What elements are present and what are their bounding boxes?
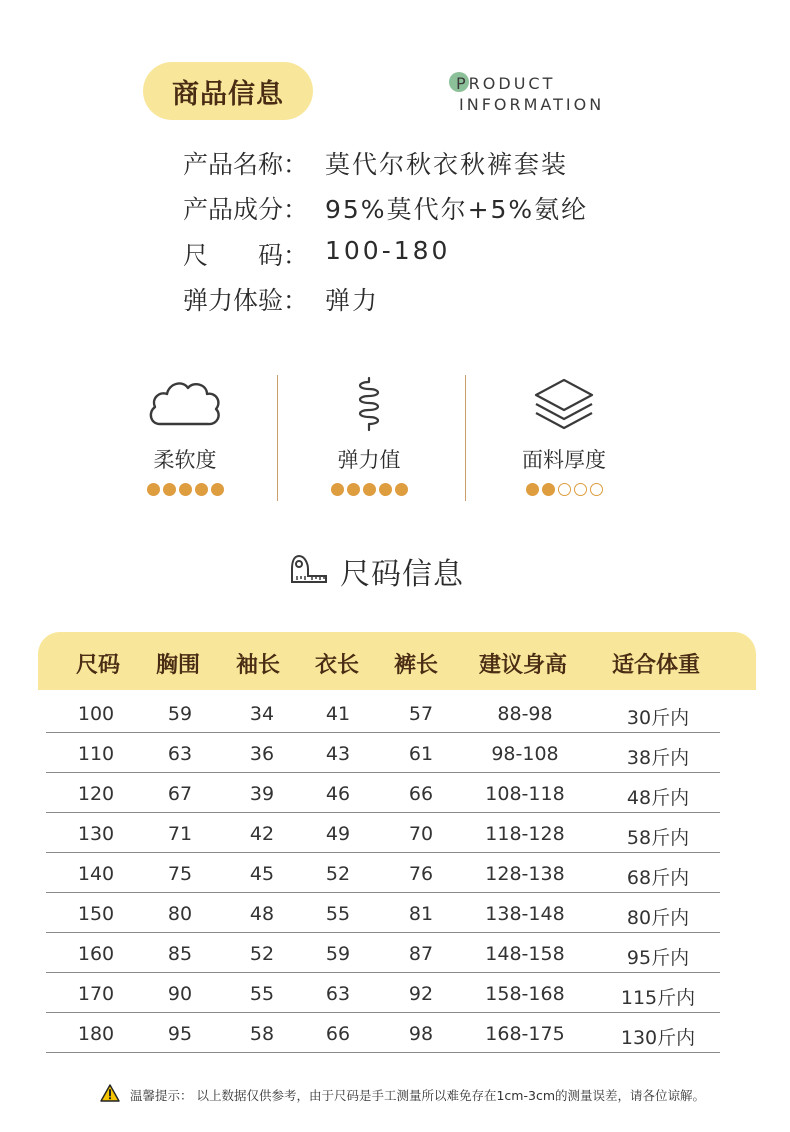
rating-dot-filled	[211, 483, 224, 496]
divider	[465, 375, 466, 501]
info-value: 95%莫代尔+5%氨纶	[325, 195, 589, 224]
table-row	[46, 852, 720, 893]
table-cell: 52	[325, 863, 351, 885]
info-value: 莫代尔秋衣秋裤套装	[325, 150, 569, 179]
warning-icon	[100, 1084, 120, 1105]
rating-dot-empty	[590, 483, 603, 496]
table-cell: 63	[325, 983, 351, 1005]
size-table-header	[38, 632, 756, 690]
rating-dot-filled	[147, 483, 160, 496]
product-label: PRODUCT	[456, 74, 556, 93]
table-cell: 36	[249, 743, 275, 765]
table-cell: 66	[408, 783, 434, 805]
table-cell: 49	[325, 823, 351, 845]
column-header: 适合体重	[611, 653, 700, 678]
table-cell: 138-148	[485, 903, 565, 925]
feature-elasticity	[289, 372, 449, 496]
column-header: 胸围	[155, 653, 200, 678]
table-cell: 68斤内	[626, 867, 690, 889]
rating-dot-filled	[363, 483, 376, 496]
info-label: 产品成分：	[183, 195, 309, 224]
table-cell: 71	[167, 823, 193, 845]
table-row	[46, 1012, 720, 1053]
table-row	[46, 692, 720, 733]
table-cell: 80斤内	[626, 907, 690, 929]
table-cell: 81	[408, 903, 434, 925]
rating-dot-filled	[347, 483, 360, 496]
table-cell: 70	[408, 823, 434, 845]
table-cell: 76	[408, 863, 434, 885]
divider	[277, 375, 278, 501]
feature-softness	[105, 372, 265, 496]
rating-dot-filled	[179, 483, 192, 496]
table-cell: 58	[249, 1023, 275, 1045]
table-cell: 90	[167, 983, 193, 1005]
rating-dot-filled	[542, 483, 555, 496]
table-cell: 55	[325, 903, 351, 925]
table-cell: 88-98	[497, 703, 553, 725]
column-header: 袖长	[235, 653, 280, 678]
table-row	[46, 932, 720, 973]
table-cell: 48斤内	[626, 787, 690, 809]
info-row-size	[183, 236, 450, 272]
table-cell: 160	[77, 943, 115, 965]
size-info-title: 尺码信息	[340, 557, 464, 592]
info-label: 弹力体验：	[183, 286, 309, 315]
column-header: 裤长	[393, 653, 438, 678]
table-cell: 45	[249, 863, 275, 885]
table-cell: 59	[325, 943, 351, 965]
rating-dot-filled	[379, 483, 392, 496]
table-cell: 42	[249, 823, 275, 845]
info-value: 弹力	[325, 286, 380, 315]
table-cell: 120	[77, 783, 115, 805]
note-text: 温馨提示： 以上数据仅供参考，由于尺码是手工测量所以难免存在1cm-3cm的测量误差，请各位谅解。	[130, 1087, 705, 1103]
table-cell: 100	[77, 703, 115, 725]
table-cell: 46	[325, 783, 351, 805]
table-row	[46, 812, 720, 853]
table-cell: 128-138	[485, 863, 565, 885]
table-cell: 150	[77, 903, 115, 925]
table-cell: 95斤内	[626, 947, 690, 969]
table-cell: 55	[249, 983, 275, 1005]
rating-dot-empty	[574, 483, 587, 496]
info-row-elasticity	[183, 281, 379, 317]
table-cell: 48	[249, 903, 275, 925]
rating-dot-filled	[526, 483, 539, 496]
table-cell: 67	[167, 783, 193, 805]
table-cell: 66	[325, 1023, 351, 1045]
table-cell: 115斤内	[620, 987, 696, 1009]
table-row	[46, 772, 720, 813]
information-label: INFORMATION	[459, 95, 605, 114]
table-row	[46, 972, 720, 1013]
table-cell: 34	[249, 703, 275, 725]
rating-dot-filled	[195, 483, 208, 496]
layers-icon	[484, 372, 644, 436]
rating-dot-filled	[163, 483, 176, 496]
column-header: 尺码	[75, 653, 120, 678]
table-cell: 43	[325, 743, 351, 765]
table-cell: 61	[408, 743, 434, 765]
measuring-tape-icon	[290, 552, 328, 590]
info-label: 产品名称：	[183, 150, 309, 179]
table-row	[46, 732, 720, 773]
table-cell: 180	[77, 1023, 115, 1045]
table-cell: 30斤内	[626, 707, 690, 729]
rating-dot-filled	[331, 483, 344, 496]
info-row-name	[183, 145, 568, 181]
table-cell: 110	[77, 743, 115, 765]
table-cell: 75	[167, 863, 193, 885]
table-row	[46, 892, 720, 933]
table-cell: 140	[77, 863, 115, 885]
feature-label: 柔软度	[153, 448, 217, 472]
table-cell: 39	[249, 783, 275, 805]
warm-tip-note	[100, 1084, 705, 1105]
table-cell: 87	[408, 943, 434, 965]
table-cell: 98	[408, 1023, 434, 1045]
rating-dots	[105, 483, 265, 496]
table-cell: 59	[167, 703, 193, 725]
column-header: 衣长	[314, 653, 359, 678]
rating-dots	[289, 483, 449, 496]
table-cell: 118-128	[485, 823, 565, 845]
table-cell: 158-168	[485, 983, 565, 1005]
feature-thickness	[484, 372, 644, 496]
table-cell: 168-175	[485, 1023, 565, 1045]
table-cell: 63	[167, 743, 193, 765]
feature-label: 弹力值	[337, 448, 401, 472]
table-cell: 130	[77, 823, 115, 845]
spring-icon	[289, 372, 449, 436]
size-info-heading	[290, 549, 464, 593]
product-info-title: 商品信息	[143, 62, 313, 120]
table-cell: 148-158	[485, 943, 565, 965]
rating-dot-empty	[558, 483, 571, 496]
table-cell: 85	[167, 943, 193, 965]
table-cell: 58斤内	[626, 827, 690, 849]
table-cell: 41	[325, 703, 351, 725]
table-cell: 57	[408, 703, 434, 725]
table-cell: 95	[167, 1023, 193, 1045]
table-cell: 130斤内	[620, 1027, 696, 1049]
feature-label: 面料厚度	[522, 448, 606, 472]
info-label: 尺 码：	[183, 241, 309, 270]
cloud-icon	[105, 372, 265, 436]
table-cell: 98-108	[491, 743, 559, 765]
column-header: 建议身高	[478, 653, 567, 678]
table-cell: 170	[77, 983, 115, 1005]
rating-dot-filled	[395, 483, 408, 496]
table-cell: 52	[249, 943, 275, 965]
info-value: 100-180	[325, 236, 451, 265]
table-cell: 38斤内	[626, 747, 690, 769]
rating-dots	[484, 483, 644, 496]
table-cell: 108-118	[485, 783, 565, 805]
table-cell: 80	[167, 903, 193, 925]
table-cell: 92	[408, 983, 434, 1005]
info-row-composition	[183, 190, 588, 226]
